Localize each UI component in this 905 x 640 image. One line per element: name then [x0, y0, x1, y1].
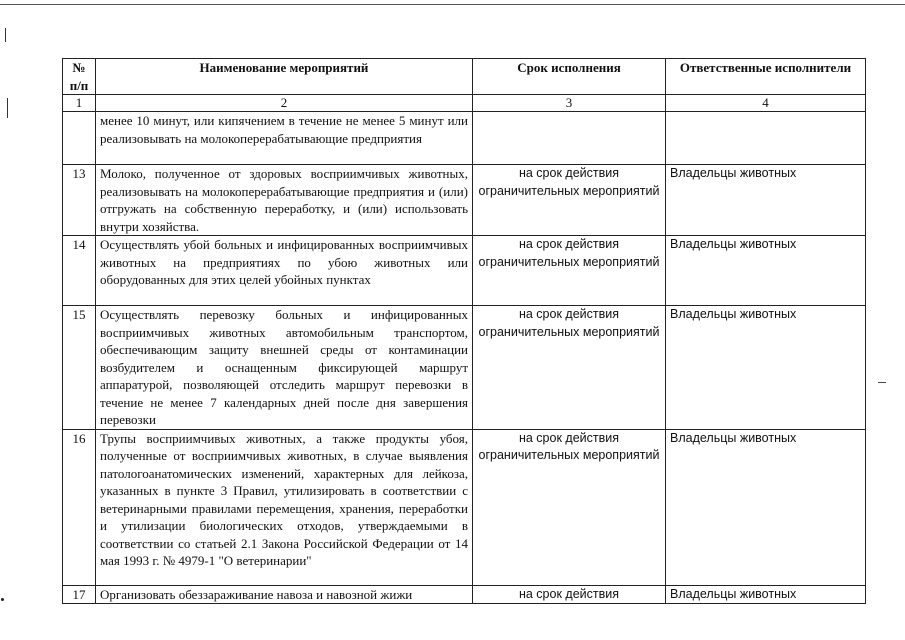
column-index: 4	[666, 95, 866, 112]
measures-table	[62, 58, 866, 604]
row-number: 15	[63, 306, 96, 430]
column-index: 2	[96, 95, 473, 112]
table-header-row	[63, 59, 866, 95]
row-description: менее 10 минут, или кипячением в течение не менее 5 минут или реализовывать на молокоперерабатывающие предприятия	[96, 112, 473, 165]
row-number: 13	[63, 165, 96, 236]
row-description: Осуществлять убой больных и инфицированных восприимчивых животных на предприятиях по убою животных или оборудованных для этих целей убойных пунктах	[96, 236, 473, 306]
row-responsible	[666, 112, 866, 165]
row-description: Осуществлять перевозку больных и инфицированных восприимчивых животных автомобильным транспортом, обеспечивающим защиту внешней среды от контаминации возбудителем и оснащенным фиксирующей маршрут аппаратурой, позволяющей отследить маршрут перевозки в течение не менее 7 календарных дней после дня завершения перевозки	[96, 306, 473, 430]
column-index-row	[63, 95, 866, 112]
table-row	[63, 585, 866, 604]
row-responsible: Владельцы животных	[666, 306, 866, 430]
scan-artifact-dot	[1, 598, 4, 601]
scan-artifact-dash	[878, 382, 886, 383]
row-deadline: на срок действия ограничительных мероприятий	[473, 429, 666, 585]
scan-artifact-mark	[5, 28, 6, 42]
row-deadline: на срок действия ограничительных мероприятий	[473, 236, 666, 306]
row-responsible: Владельцы животных	[666, 585, 866, 604]
row-number: 16	[63, 429, 96, 585]
table-row	[63, 306, 866, 430]
row-number	[63, 112, 96, 165]
row-deadline: на срок действия ограничительных мероприятий	[473, 306, 666, 430]
row-deadline: на срок действия ограничительных мероприятий	[473, 165, 666, 236]
row-deadline	[473, 112, 666, 165]
table-row	[63, 429, 866, 585]
header-number: № п/п	[63, 59, 96, 95]
column-index: 1	[63, 95, 96, 112]
table-row	[63, 236, 866, 306]
row-description: Молоко, полученное от здоровых восприимчивых животных, реализовывать на молокоперерабатывающие предприятия и (или) отгружать на собственную переработку, и (или) использовать внутри хозяйства.	[96, 165, 473, 236]
row-deadline: на срок действия	[473, 585, 666, 604]
header-responsible: Ответственные исполнители	[666, 59, 866, 95]
row-responsible: Владельцы животных	[666, 429, 866, 585]
row-responsible: Владельцы животных	[666, 236, 866, 306]
header-measure-name: Наименование мероприятий	[96, 59, 473, 95]
row-number: 17	[63, 585, 96, 604]
header-deadline: Срок исполнения	[473, 59, 666, 95]
column-index: 3	[473, 95, 666, 112]
row-number: 14	[63, 236, 96, 306]
table-row	[63, 112, 866, 165]
table-row	[63, 165, 866, 236]
row-description: Трупы восприимчивых животных, а также продукты убоя, полученные от восприимчивых животных, в случае выявления патологоанатомических изменений, характерных для лейкоза, указанных в пункте 3 Правил, утилизировать в соответствии с ветеринарными правилами перемещения, хранения, переработки и утилизации биологических отходов, утверждаемыми в соответствии со статьей 2.1 Закона Российской Федерации от 14 мая 1993 г. № 4979-1 "О ветеринарии"	[96, 429, 473, 585]
scan-edge-line	[0, 4, 905, 5]
row-description: Организовать обеззараживание навоза и навозной жижи	[96, 585, 473, 604]
row-responsible: Владельцы животных	[666, 165, 866, 236]
scan-artifact-mark	[7, 98, 8, 118]
